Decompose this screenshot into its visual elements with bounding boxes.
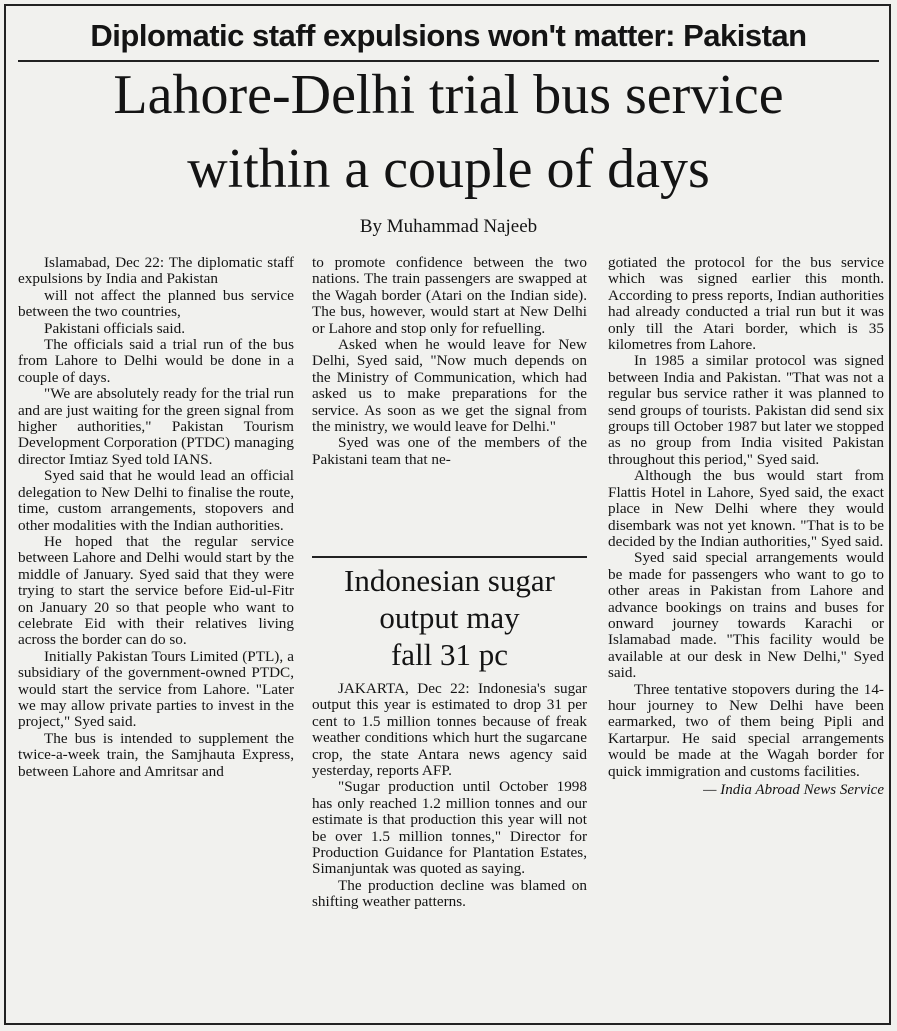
paragraph: "Sugar production until October 1998 has only reached 1.2 million tonnes and our estimate is that production this year will not be over 1.5 million tonnes," Director for Production Guidance for Plantation Estates, Simanjuntak was quoted as saying. <box>312 778 587 878</box>
paragraph: Three tentative stopovers during the 14-hour journey to New Delhi have been earmarked, two of them being Pipli and Kartarpur. He said special arrangements would be made at the Wagah border for quick immigration and customs facilities. <box>608 680 884 780</box>
article-column-2 <box>312 255 587 468</box>
paragraph: Although the bus would start from Flattis Hotel in Lahore, Syed said, the exact place in New Delhi where they would disembark was not yet known. "That is to be decided by the Indian authorities," Syed said. <box>608 467 884 550</box>
paragraph: The production decline was blamed on shifting weather patterns. <box>312 876 587 911</box>
subheadline <box>312 562 587 673</box>
paragraph: Syed said special arrangements would be made for passengers who want to go to other areas in Pakistan from Lahore and advance bookings on trains and buses for onward journey towards Karachi or Islamabad made. "This facility would be available at our desk in New Delhi," Syed said. <box>608 549 884 682</box>
paragraph: will not affect the planned bus service between the two countries, <box>18 286 294 321</box>
paragraph: The bus is intended to supplement the twice-a-week train, the Samjhauta Express, between Lahore and Amritsar and <box>18 729 294 780</box>
news-service-credit: — India Abroad News Service <box>703 782 884 798</box>
paragraph: Pakistani officials said. <box>44 319 186 337</box>
paragraph: Initially Pakistan Tours Limited (PTL), a subsidiary of the government-owned PTDC, would start the service from Lahore. "Later we may allow private parties to invest in the project," Syed said. <box>18 647 294 731</box>
article-column-3 <box>608 255 884 798</box>
paragraph: Asked when he would leave for New Delhi, Syed said, "Now much depends on the Ministry of Communication, which had asked us to make preparations for the service. As soon as we get the signal from the ministry, we would leave for Delhi." <box>312 336 587 436</box>
paragraph: Syed was one of the members of the Pakistani team that ne- <box>312 434 587 468</box>
sugar-article-column <box>312 681 587 911</box>
article-column-1 <box>18 255 294 780</box>
paragraph: JAKARTA, Dec 22: Indonesia's sugar output this year is estimated to drop 31 per cent to 1.5 million tonnes because of freak weather conditions which hurt the sugarcane crop, the state Antara news agency said yesterday, reports AFP. <box>312 680 587 780</box>
paragraph: Islamabad, Dec 22: The diplomatic staff expulsions by India and Pakistan <box>18 254 294 288</box>
paragraph: The officials said a trial run of the bus from Lahore to Delhi would be done in a couple of days. <box>18 336 294 386</box>
paragraph: "We are absolutely ready for the trial run and are just waiting for the green signal from higher authorities," Pakistan Tourism Development Corporation (PTDC) managing director Imtiaz Syed told IANS. <box>18 385 294 468</box>
headline-line-1: Lahore-Delhi trial bus service <box>113 64 784 126</box>
headline-line-2: within a couple of days <box>187 138 710 200</box>
paragraph: In 1985 a similar protocol was signed between India and Pakistan. "That was not a regular bus service rather it was planned to send groups of tourists. Pakistan did send six groups till October 1987 but later we stopped as no group from India visited Pakistan throughout this period," Syed said. <box>608 352 884 468</box>
byline: By Muhammad Najeeb <box>359 216 538 237</box>
subheadline-line-1: Indonesian sugar <box>344 563 555 598</box>
paragraph: Syed said that he would lead an official delegation to New Delhi to finalise the route, time, custom arrangements, stopovers and other modalities with the Indian authorities. <box>18 467 294 534</box>
paragraph: to promote confidence between the two nations. The train passengers are swapped at the Wagah border (Atari on the Indian side). The bus, however, would start at New Delhi or Lahore and stop only for refuelling. <box>312 254 587 337</box>
paragraph: gotiated the protocol for the bus service which was signed earlier this month. According to press reports, Indian authorities had already conducted a trial run but it was only till the Atari border, which is 35 kilometres from Lahore. <box>608 254 884 354</box>
paragraph: He hoped that the regular service between Lahore and Delhi would start by the middle of January. Syed said that they were trying to start the service before Eid-ul-Fitr on January 20 so that people who want to celebrate Eid with their relatives living across the border can do so. <box>18 532 294 649</box>
subheadline-line-3: fall 31 pc <box>390 637 509 672</box>
subheadline-line-2: output may <box>379 600 520 635</box>
subhead-rule <box>312 556 587 558</box>
kicker-headline: Diplomatic staff expulsions won't matter: Pakistan <box>90 18 807 53</box>
